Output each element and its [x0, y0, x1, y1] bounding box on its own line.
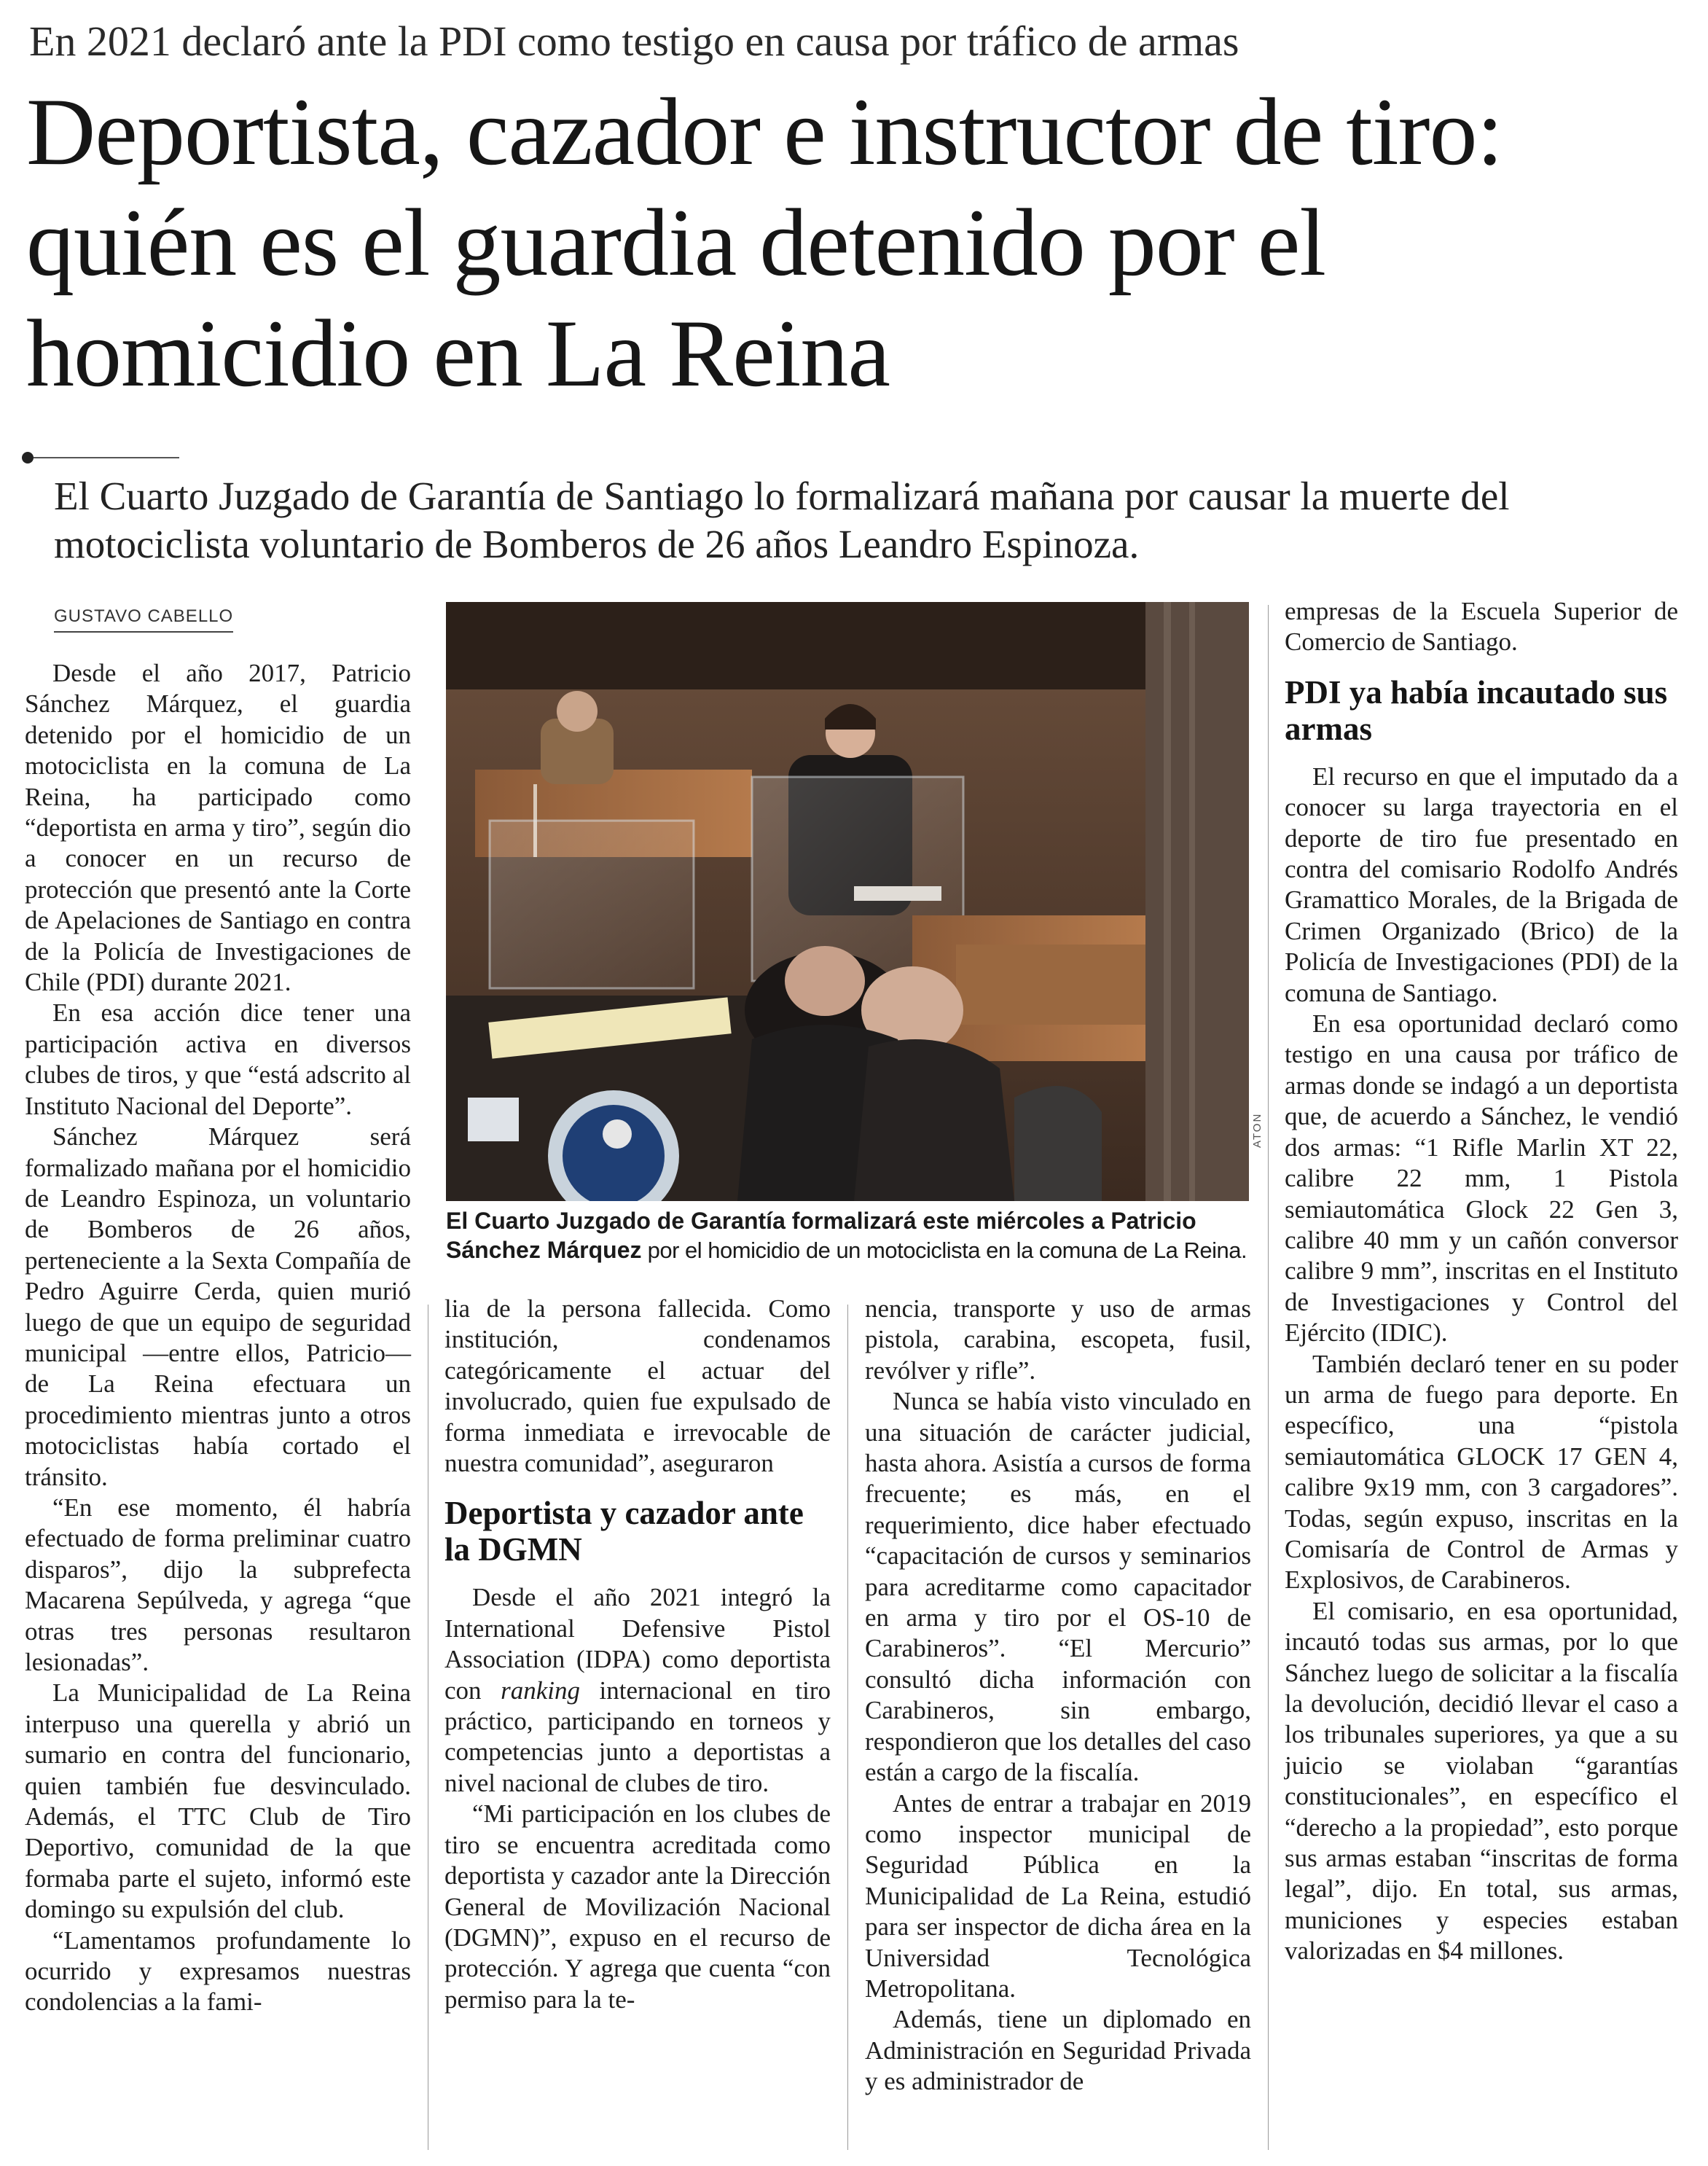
- deck: El Cuarto Juzgado de Garantía de Santiago lo formalizará mañana por causar la muerte del motociclista voluntario de Bomberos de 26 años Leandro Espinoza.: [54, 474, 1510, 566]
- courtroom-illustration: [446, 602, 1249, 1201]
- paragraph: “Lamentamos profundamente lo ocurrido y expresamos nuestras condolencias a la fami-: [25, 1925, 411, 2017]
- byline: GUSTAVO CABELLO: [54, 606, 233, 633]
- paragraph: nencia, transporte y uso de armas pistola, carabina, escopeta, fusil, revólver y rifle”.: [865, 1294, 1251, 1385]
- subhead-dgmn: Deportista y cazador ante la DGMN: [444, 1495, 804, 1568]
- paragraph: Sánchez Márquez será formalizado mañana por el homicidio de Leandro Espinoza, un voluntario de Bomberos de 26 años, perteneciente a la Sexta Compañía de Pedro Aguirre Cerda, quien murió luego de que un equipo de seguridad municipal —entre ellos, Patricio— de La Reina efectuara un procedimiento mientras junto a otros motociclistas había cortado el tránsito.: [25, 1122, 411, 1491]
- paragraph: En esa acción dice tener una participación activa en diversos clubes de tiros, y que “está adscrito al Instituto Nacional del Deporte”.: [25, 998, 411, 1120]
- caption-bold: El Cuarto Juzgado de Garantía formalizará este miércoles a Patricio Sánchez Márquez: [446, 1208, 1196, 1263]
- paragraph: Antes de entrar a trabajar en 2019 como inspector municipal de Seguridad Pública en la Municipalidad de La Reina, estudió para ser inspector de dicha área en la Universidad Tecnológica Metropolitana.: [865, 1788, 1251, 2003]
- paragraph: empresas de la Escuela Superior de Comercio de Santiago.: [1285, 597, 1678, 657]
- rule-line: [34, 457, 179, 458]
- paragraph: La Municipalidad de La Reina interpuso una querella y abrió un sumario en contra del funcionario, quien también fue desvinculado. Además, el TTC Club de Tiro Deportivo, comunidad de la que formaba parte el sujeto, informó este domingo su expulsión del club.: [25, 1678, 411, 1924]
- rule-dot: [22, 452, 34, 464]
- courtroom-photo: [446, 602, 1249, 1201]
- kicker: En 2021 declaró ante la PDI como testigo en causa por tráfico de armas: [29, 17, 1239, 65]
- paragraph: Desde el año 2017, Patricio Sánchez Márquez, el guardia detenido por el homicidio de un motociclista en la comuna de La Reina, ha participado como “deportista en arma y tiro”, según dio a conocer en un recurso de protección que presentó ante la Corte de Apelaciones de Santiago en contra de la Policía de Investigaciones de Chile (PDI) durante 2021.: [25, 659, 411, 997]
- photo-credit: ATON: [1251, 1112, 1264, 1148]
- paragraph: También declaró tener en su poder un arma de fuego para deporte. En específico, una “pistola semiautomática GLOCK 17 GEN 4, calibre 9x19 mm, con 3 cargadores”. Todas, según expuso, inscritas en la Comisaría de Control de Armas y Explosivos, de Carabineros.: [1285, 1349, 1678, 1595]
- text-run: Desde el año 2021 integró la International Defensive Pistol Association (IDPA) como deportista con: [444, 1583, 831, 1705]
- caption-rest: por el homicidio de un motociclista en la comuna de La Reina.: [641, 1238, 1247, 1263]
- subhead-pdi: PDI ya había incautado sus armas: [1285, 673, 1668, 747]
- column-4: [1285, 596, 1678, 1967]
- paragraph: lia de la persona fallecida. Como institución, condenamos categóricamente el actuar del involucrado, quien fue expulsado de forma inmediata e irrevocable de nuestra comunidad”, aseguraron: [444, 1294, 831, 1478]
- column-3: [865, 1294, 1251, 2097]
- paragraph: “Mi participación en los clubes de tiro se encuentra acreditada como deportista y cazador ante la Dirección General de Movilización Nacional (DGMN)”, expuso en el recurso de protección. Y agrega que cuenta “con permiso para la te-: [444, 1799, 831, 2014]
- text-run: internacional en tiro práctico, participando en torneos y competencias junto a deportistas a nivel nacional de clubes de tiro.: [444, 1676, 831, 1797]
- photo-caption: [446, 1206, 1255, 1265]
- headline: Deportista, cazador e instructor de tiro: quién es el guardia detenido por el homicidio en La Reina: [26, 78, 1503, 407]
- column-2: [444, 1294, 831, 2015]
- emphasis: ranking: [501, 1676, 580, 1705]
- paragraph: [444, 1582, 831, 1799]
- column-divider: [1268, 605, 1269, 2150]
- paragraph: Nunca se había visto vinculado en una situación de carácter judicial, hasta ahora. Asistía a cursos de forma frecuente; es más, en el requerimiento, dice haber efectuado “capacitación de cursos y seminarios para acreditarme como capacitador en arma y tiro por el OS-10 de Carabineros”. “El Mercurio” consultó dicha información con Carabineros, sin embargo, respondieron que los detalles del caso están a cargo de la fiscalía.: [865, 1387, 1251, 1787]
- paragraph: En esa oportunidad declaró como testigo en una causa por tráfico de armas donde se indagó a un deportista que, de acuerdo a Sánchez, le vendió dos armas: “1 Rifle Marlin XT 22, calibre 22 mm, 1 Pistola semiautomática Glock 22 Gen 3, calibre 40 mm y un cañón conversor calibre 9 mm”, inscritas en el Instituto de Investigaciones y Control del Ejército (IDIC).: [1285, 1009, 1678, 1348]
- column-1: [25, 658, 411, 2018]
- paragraph: Además, tiene un diplomado en Administración en Seguridad Privada y es administrador de: [865, 2005, 1251, 2096]
- column-divider: [847, 1305, 848, 2150]
- paragraph: El comisario, en esa oportunidad, incautó todas sus armas, por lo que Sánchez luego de solicitar a la fiscalía la devolución, decidió llevar el caso a los tribunales superiores, ya que a su juicio se violaban “garantías constitucionales”, en específico el “derecho a la propiedad”, esto porque sus armas estaban “inscritas de forma legal”, dijo. En total, sus armas, municiones y especies estaban valorizadas en $4 millones.: [1285, 1596, 1678, 1966]
- paragraph: El recurso en que el imputado da a conocer su larga trayectoria en el deporte de tiro fue presentado en contra del comisario Rodolfo Andrés Gramattico Morales, de la Brigada de Crimen Organizado (Brico) de la Policía de Investigaciones (PDI) de la comuna de Santiago.: [1285, 762, 1678, 1007]
- paragraph: “En ese momento, él habría efectuado de forma preliminar cuatro disparos”, dijo la subprefecta Macarena Sepúlveda, y agrega “que otras tres personas resultaron lesionadas”.: [25, 1493, 411, 1676]
